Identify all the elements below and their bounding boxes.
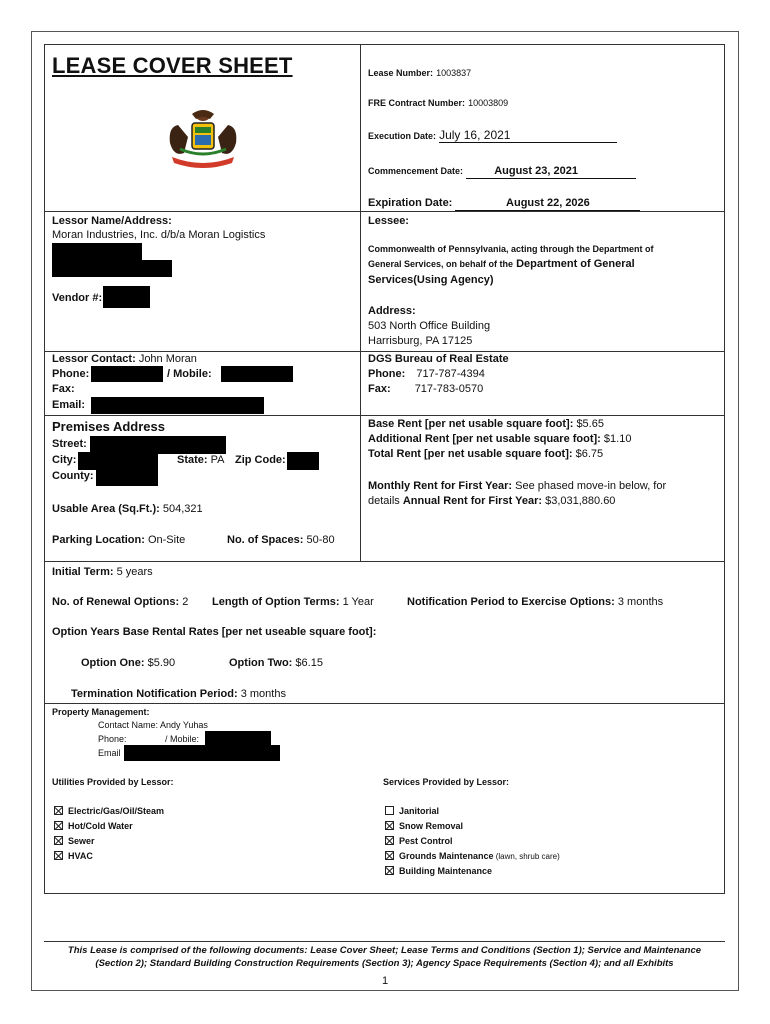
city-label: City: bbox=[52, 454, 77, 466]
grounds-note: (lawn, shrub care) bbox=[493, 852, 560, 861]
option-rates-label: Option Years Base Rental Rates [per net useable square foot]: bbox=[52, 626, 377, 638]
renewal-options-value: 2 bbox=[182, 596, 189, 608]
redacted-block bbox=[96, 468, 158, 486]
terms-row bbox=[45, 562, 724, 704]
redacted-block bbox=[221, 366, 293, 382]
redacted-block bbox=[205, 731, 271, 745]
initial-term-value: 5 years bbox=[116, 566, 153, 578]
commencement-date-label: Commencement Date: bbox=[368, 166, 464, 176]
annual-rent-label: Annual Rent for First Year: bbox=[402, 495, 543, 507]
checked-box-icon bbox=[385, 821, 394, 830]
services-item-label: Pest Control bbox=[399, 836, 453, 846]
execution-date-value: July 16, 2021 bbox=[439, 129, 617, 143]
zip-code-label: Zip Code: bbox=[235, 454, 286, 466]
base-rent-value: $5.65 bbox=[576, 418, 604, 430]
usable-area-value: 504,321 bbox=[162, 503, 203, 515]
lessee-line-2b: Department of General bbox=[516, 258, 635, 270]
total-rent-value: $6.75 bbox=[575, 448, 604, 460]
parties-row bbox=[45, 212, 724, 352]
title-cell bbox=[45, 45, 361, 211]
lessor-contact-cell bbox=[45, 352, 361, 415]
parking-location-value: On-Site bbox=[147, 534, 186, 546]
county-label: County: bbox=[52, 470, 94, 482]
services-item bbox=[385, 850, 560, 863]
lease-cover-table bbox=[44, 44, 725, 894]
premises-row bbox=[45, 416, 724, 562]
street-label: Street: bbox=[52, 438, 87, 450]
footer-note bbox=[44, 941, 725, 970]
additional-rent-label: Additional Rent [per net usable square foot]: bbox=[368, 433, 601, 445]
phone-label: Phone: bbox=[52, 368, 90, 380]
redacted-block bbox=[124, 745, 280, 761]
dgs-phone-value: 717-787-4394 bbox=[416, 368, 485, 380]
email-label: Email: bbox=[52, 399, 86, 411]
redacted-block bbox=[91, 366, 163, 382]
contacts-row bbox=[45, 352, 724, 416]
management-contact-name: Contact Name: Andy Yuhas bbox=[98, 720, 208, 730]
option-two-value: $6.15 bbox=[295, 657, 323, 669]
total-rent-label: Total Rent [per net usable square foot]: bbox=[368, 448, 573, 460]
services-item-label: Janitorial bbox=[399, 806, 440, 816]
termination-period-label: Termination Notification Period: bbox=[71, 688, 238, 700]
management-row bbox=[45, 704, 724, 893]
state-value: PA bbox=[210, 454, 225, 466]
page-number: 1 bbox=[381, 975, 389, 987]
lease-numbers-cell bbox=[361, 45, 724, 211]
initial-term-label: Initial Term: bbox=[52, 566, 114, 578]
checked-box-icon bbox=[54, 836, 63, 845]
pennsylvania-seal-icon bbox=[158, 107, 248, 173]
notification-period-label: Notification Period to Exercise Options: bbox=[407, 596, 615, 608]
base-rent-label: Base Rent [per net usable square foot]: bbox=[368, 418, 574, 430]
fax-label: Fax: bbox=[52, 383, 75, 395]
utilities-label: Utilities Provided by Lessor: bbox=[52, 777, 174, 787]
fre-contract-label: FRE Contract Number: bbox=[368, 98, 466, 108]
lessee-address-1: 503 North Office Building bbox=[368, 320, 491, 332]
spaces-value: 50-80 bbox=[306, 534, 335, 546]
details-text: details bbox=[368, 495, 400, 507]
checked-box-icon bbox=[54, 851, 63, 860]
mobile-label: / Mobile: bbox=[167, 368, 212, 380]
commencement-date-value: August 23, 2021 bbox=[466, 165, 636, 179]
page-title: LEASE COVER SHEET bbox=[52, 53, 293, 78]
checked-box-icon bbox=[54, 806, 63, 815]
dgs-phone-label: Phone: bbox=[368, 368, 406, 380]
utilities-item-label: Hot/Cold Water bbox=[68, 821, 133, 831]
management-mobile-label: / Mobile: bbox=[165, 734, 200, 744]
option-length-label: Length of Option Terms: bbox=[212, 596, 340, 608]
lessee-cell bbox=[361, 212, 724, 351]
option-one-value: $5.90 bbox=[147, 657, 176, 669]
redacted-block bbox=[52, 243, 142, 261]
header-row bbox=[45, 45, 724, 212]
utilities-item-label: HVAC bbox=[68, 851, 93, 861]
dgs-bureau-label: DGS Bureau of Real Estate bbox=[368, 353, 509, 365]
lessor-name-value: Moran Industries, Inc. d/b/a Moran Logistics bbox=[52, 229, 266, 241]
redacted-block bbox=[52, 260, 172, 277]
lessee-line-3: Services(Using Agency) bbox=[368, 274, 494, 286]
utilities-item bbox=[54, 805, 164, 818]
checked-box-icon bbox=[385, 866, 394, 875]
footer-line-2: (Section 2); Standard Building Construction Requirements (Section 3); Agency Space Requirements (Section 4); and all Exhibits bbox=[95, 958, 674, 969]
services-item-label: Grounds Maintenance bbox=[399, 851, 494, 861]
checked-box-icon bbox=[54, 821, 63, 830]
lessee-address-label: Address: bbox=[368, 305, 416, 317]
services-item-label: Snow Removal bbox=[399, 821, 464, 831]
premises-cell bbox=[45, 416, 361, 561]
vendor-label: Vendor #: bbox=[52, 292, 103, 304]
usable-area-label: Usable Area (Sq.Ft.): bbox=[52, 503, 160, 515]
lessee-line-1: Commonwealth of Pennsylvania, acting through the Department of bbox=[368, 244, 654, 254]
services-item bbox=[385, 805, 439, 818]
footer-line-1: This Lease is comprised of the following documents: Lease Cover Sheet; Lease Terms and Conditions (Section 1); Service and Maintenance bbox=[67, 945, 702, 956]
lessor-name-label: Lessor Name/Address: bbox=[52, 215, 172, 227]
lease-number-label: Lease Number: bbox=[368, 68, 434, 78]
rent-cell bbox=[361, 416, 724, 561]
checked-box-icon bbox=[385, 851, 394, 860]
termination-period-value: 3 months bbox=[240, 688, 286, 700]
services-item bbox=[385, 835, 453, 848]
option-length-value: 1 Year bbox=[342, 596, 374, 608]
services-label: Services Provided by Lessor: bbox=[383, 777, 510, 787]
utilities-item bbox=[54, 850, 93, 863]
dgs-fax-label: Fax: bbox=[368, 383, 391, 395]
redacted-block bbox=[287, 452, 319, 470]
utilities-item-label: Electric/Gas/Oil/Steam bbox=[68, 806, 165, 816]
services-item-label: Building Maintenance bbox=[399, 866, 493, 876]
lease-number-value: 1003837 bbox=[436, 68, 472, 78]
option-one-label: Option One: bbox=[81, 657, 145, 669]
property-management-label: Property Management: bbox=[52, 707, 150, 717]
utilities-item bbox=[54, 835, 95, 848]
checked-box-icon bbox=[385, 836, 394, 845]
lessee-line-2a: General Services, on behalf of the bbox=[368, 259, 514, 269]
monthly-rent-label: Monthly Rent for First Year: bbox=[368, 480, 513, 492]
premises-heading: Premises Address bbox=[52, 419, 165, 434]
renewal-options-label: No. of Renewal Options: bbox=[52, 596, 180, 608]
redacted-block bbox=[91, 397, 264, 414]
parking-location-label: Parking Location: bbox=[52, 534, 145, 546]
lessor-cell bbox=[45, 212, 361, 351]
utilities-item-label: Sewer bbox=[68, 836, 95, 846]
lessee-address-2: Harrisburg, PA 17125 bbox=[368, 335, 473, 347]
services-item bbox=[385, 865, 492, 878]
lessor-contact-label: Lessor Contact: bbox=[52, 353, 136, 365]
fre-contract-value: 10003809 bbox=[468, 98, 509, 108]
annual-rent-value: $3,031,880.60 bbox=[545, 495, 616, 507]
expiration-date-value: August 22, 2026 bbox=[455, 197, 640, 211]
lessor-contact-value: John Moran bbox=[138, 353, 197, 365]
state-label: State: bbox=[177, 454, 208, 466]
dgs-fax-value: 717-783-0570 bbox=[414, 383, 484, 395]
lessee-label: Lessee: bbox=[368, 215, 409, 227]
unchecked-box-icon bbox=[385, 806, 394, 815]
additional-rent-value: $1.10 bbox=[603, 433, 632, 445]
monthly-rent-value: See phased move-in below, for bbox=[515, 480, 667, 492]
services-item bbox=[385, 820, 463, 833]
management-email-label: Email bbox=[98, 748, 121, 758]
option-two-label: Option Two: bbox=[229, 657, 293, 669]
execution-date-label: Execution Date: bbox=[368, 131, 437, 141]
utilities-item bbox=[54, 820, 133, 833]
spaces-label: No. of Spaces: bbox=[227, 534, 304, 546]
redacted-block bbox=[103, 286, 150, 308]
management-phone-label: Phone: bbox=[98, 734, 127, 744]
expiration-date-label: Expiration Date: bbox=[368, 197, 453, 209]
dgs-contact-cell bbox=[361, 352, 724, 415]
notification-period-value: 3 months bbox=[617, 596, 664, 608]
